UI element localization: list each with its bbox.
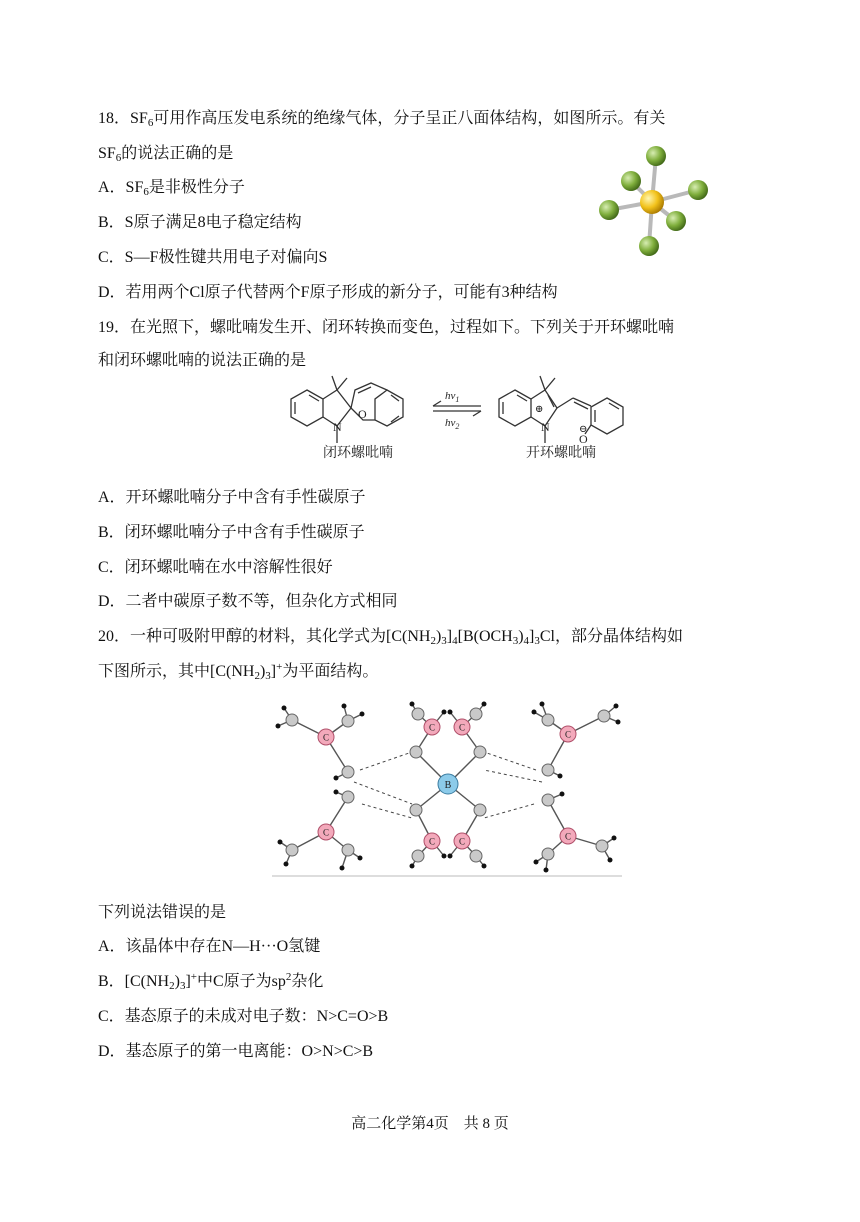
- negative-charge-symbol: ⊖: [579, 424, 588, 435]
- fluorine-atom: [646, 146, 666, 166]
- oxygen-atom: [474, 804, 486, 816]
- oxygen-atom: [412, 850, 424, 862]
- nitrogen-atom: [542, 848, 554, 860]
- q19-option-d: D．二者中碳原子数不等，但杂化方式相同: [98, 593, 398, 610]
- q20-stem-line2: 下图所示，其中$[C(NH_2)_3]^+$为平面结构。: [98, 661, 379, 682]
- nitrogen-atom: [342, 715, 354, 727]
- svg-text:C: C: [564, 831, 572, 842]
- hydrogen-atom: [334, 776, 339, 781]
- open-o-atom: O: [579, 432, 588, 446]
- q20-stem-line1: 20．一种可吸附甲醇的材料，其化学式为$[C(NH_2)_3]_4[B(OCH_3)_4]_3Cl$，部分晶体结构如: [98, 628, 683, 647]
- closed-n-atom: N: [333, 420, 342, 434]
- hydrogen-atom: [360, 712, 365, 717]
- q19-option-a: A．开环螺吡喃分子中含有手性碳原子: [98, 489, 366, 506]
- fluorine-atom: [599, 200, 619, 220]
- nitrogen-atom: [542, 764, 554, 776]
- fluorine-atom: [639, 236, 659, 256]
- q18-option-d: D．若用两个Cl原子代替两个F原子形成的新分子，可能有3种结构: [98, 284, 558, 301]
- nitrogen-atom: [542, 714, 554, 726]
- sf6-molecule-figure: [594, 142, 714, 260]
- closed-o-atom: O: [358, 407, 367, 421]
- svg-text:C: C: [428, 722, 436, 733]
- nitrogen-atom: [286, 844, 298, 856]
- q20-option-c: C．基态原子的未成对电子数：N>C=O>B: [98, 1008, 389, 1025]
- page-footer: 高二化学第4页 共 8 页: [351, 1116, 509, 1132]
- nitrogen-atom: [342, 844, 354, 856]
- hydrogen-atom: [334, 790, 339, 795]
- hydrogen-atom: [482, 702, 487, 707]
- q19-option-b: B．闭环螺吡喃分子中含有手性碳原子: [98, 524, 365, 541]
- hydrogen-atom: [532, 710, 537, 715]
- q19-option-c: C．闭环螺吡喃在水中溶解性很好: [98, 559, 333, 576]
- hydrogen-atom: [284, 862, 289, 867]
- hydrogen-atom: [482, 864, 487, 869]
- hydrogen-atom: [278, 840, 283, 845]
- nitrogen-atom: [542, 794, 554, 806]
- hydrogen-atom: [448, 854, 453, 859]
- hydrogen-atom: [410, 702, 415, 707]
- boron-label: B: [444, 780, 452, 791]
- q19-stem-line2: 和闭环螺吡喃的说法正确的是: [98, 352, 307, 369]
- hydrogen-atom: [616, 720, 621, 725]
- oxygen-atom: [412, 708, 424, 720]
- q18-option-b: B．S原子满足8电子稳定结构: [98, 214, 302, 231]
- label-open-spiropyran: 开环螺吡喃: [526, 446, 596, 461]
- hydrogen-atom: [448, 710, 453, 715]
- svg-text:C: C: [564, 729, 572, 740]
- fluorine-atom: [621, 171, 641, 191]
- fluorine-atom: [666, 211, 686, 231]
- q20-option-a: A．该晶体中存在N—H···O氢键: [98, 938, 321, 955]
- q18-stem-line2: $SF_6$的说法正确的是: [98, 145, 234, 164]
- hydrogen-atom: [282, 706, 287, 711]
- crystal-structure-figure: [272, 692, 624, 878]
- q18-option-a: A．$SF_6$是非极性分子: [98, 179, 245, 198]
- open-n-atom: N: [541, 420, 550, 434]
- hydrogen-atom: [442, 710, 447, 715]
- sulfur-atom: [640, 190, 664, 214]
- svg-text:C: C: [322, 732, 330, 743]
- hydrogen-atom: [540, 702, 545, 707]
- nitrogen-atom: [598, 710, 610, 722]
- fluorine-atom: [688, 180, 708, 200]
- arrow-label-hv2: $h\nu_2$: [445, 417, 460, 431]
- hydrogen-atom: [342, 704, 347, 709]
- oxygen-atom: [470, 850, 482, 862]
- svg-text:C: C: [322, 827, 330, 838]
- oxygen-atom: [410, 804, 422, 816]
- q20-option-b: B．$[C(NH_2)_3]^+$中C原子为$sp^2$杂化: [98, 971, 324, 992]
- hydrogen-atom: [608, 858, 613, 863]
- hydrogen-atom: [340, 866, 345, 871]
- q20-lead: 下列说法错误的是: [98, 904, 227, 921]
- hydrogen-atom: [358, 856, 363, 861]
- nitrogen-atom: [342, 791, 354, 803]
- oxygen-atom: [470, 708, 482, 720]
- hydrogen-atom: [614, 704, 619, 709]
- hydrogen-atom: [558, 774, 563, 779]
- oxygen-atom: [410, 746, 422, 758]
- label-closed-spiropyran: 闭环螺吡喃: [323, 446, 393, 461]
- svg-text:C: C: [428, 836, 436, 847]
- q18-stem-line1: 18．$SF_6$可用作高压发电系统的绝缘气体，分子呈正八面体结构，如图所示。有关: [98, 110, 666, 129]
- oxygen-atom: [474, 746, 486, 758]
- hydrogen-atom: [442, 854, 447, 859]
- q19-stem-line1: 19．在光照下，螺吡喃发生开、闭环转换而变色，过程如下。下列关于开环螺吡喃: [98, 319, 675, 336]
- nitrogen-atom: [286, 714, 298, 726]
- svg-text:C: C: [458, 722, 466, 733]
- q18-option-c: C．S—F极性键共用电子对偏向S: [98, 249, 328, 266]
- hydrogen-atom: [276, 724, 281, 729]
- nitrogen-atom: [342, 766, 354, 778]
- arrow-label-hv1: $h\nu_1$: [445, 390, 460, 404]
- hydrogen-atom: [534, 860, 539, 865]
- hydrogen-atom: [560, 792, 565, 797]
- positive-charge-symbol: ⊕: [535, 404, 544, 415]
- q20-option-d: D．基态原子的第一电离能：O>N>C>B: [98, 1043, 374, 1060]
- hydrogen-atom: [612, 836, 617, 841]
- nitrogen-atom: [596, 840, 608, 852]
- hydrogen-atom: [544, 868, 549, 873]
- svg-text:C: C: [458, 836, 466, 847]
- hydrogen-atom: [410, 864, 415, 869]
